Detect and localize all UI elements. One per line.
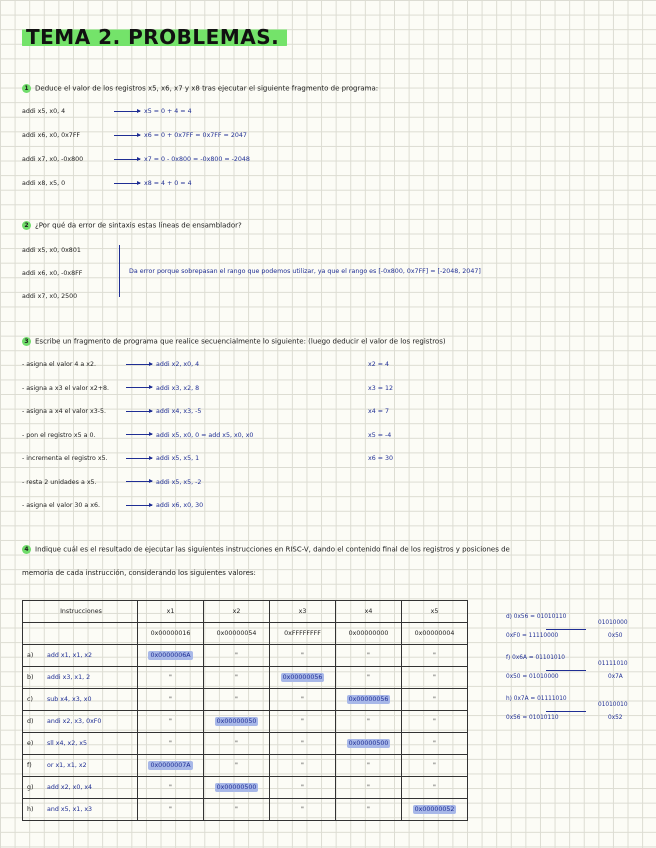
register-cell [270, 711, 336, 733]
task-line [22, 432, 253, 439]
task-text: - asigna a x4 el valor x3-5. [22, 408, 107, 415]
row-label: f) [27, 762, 32, 769]
unchanged-mark: " [235, 652, 238, 659]
arrow-icon [126, 481, 152, 482]
table-row [23, 667, 468, 689]
register-value: x4 = 7 [368, 408, 390, 415]
register-cell [336, 689, 402, 711]
unchanged-mark: " [235, 806, 238, 813]
code-text: addi x5, x5, -2 [156, 478, 202, 486]
register-cell [138, 667, 204, 689]
instruction-cell [23, 755, 138, 777]
answer-bracket [119, 245, 122, 297]
page-title: TEMA 2. PROBLEMAS. [22, 25, 287, 49]
arrow-icon [126, 387, 152, 388]
unchanged-mark: " [433, 674, 436, 681]
register-cell [336, 645, 402, 667]
unchanged-mark: " [169, 718, 172, 725]
code-text: addi x5, x0, 0 = add x5, x0, x0 [156, 431, 254, 439]
unchanged-mark: " [235, 674, 238, 681]
register-cell [270, 755, 336, 777]
new-register-value: 0x00000056 [348, 696, 389, 703]
row-label: c) [27, 696, 33, 703]
instruction-text: sll x4, x2, x5 [47, 740, 87, 747]
initial-values-row [23, 623, 468, 645]
unchanged-mark: " [235, 696, 238, 703]
question-number: 3 [22, 337, 31, 346]
side-note-underline [546, 670, 586, 671]
side-note-operand-b: 0x50 = 01010000 [506, 674, 559, 680]
task-line [22, 455, 199, 462]
question-3-prompt: Escribe un fragmento de programa que realice secuencialmente lo siguiente: (luego deducir el valor de los registros) [35, 337, 446, 346]
register-cell [336, 777, 402, 799]
unchanged-mark: " [433, 784, 436, 791]
unchanged-mark: " [169, 740, 172, 747]
new-register-value: 0x00000056 [282, 674, 323, 681]
question-number: 4 [22, 545, 31, 554]
row-label: d) [27, 718, 34, 725]
table-header-row [23, 601, 468, 623]
task-line [22, 479, 201, 486]
unchanged-mark: " [367, 674, 370, 681]
register-value: x2 = 4 [368, 361, 390, 368]
header-cell: x4 [336, 601, 402, 623]
unchanged-mark: " [169, 674, 172, 681]
unchanged-mark: " [301, 740, 304, 747]
unchanged-mark: " [433, 740, 436, 747]
instruction-text: add x2, x0, x4 [47, 784, 93, 791]
unchanged-mark: " [235, 762, 238, 769]
table-row [23, 755, 468, 777]
instruction-text: andi x2, x3, 0xF0 [47, 718, 102, 725]
register-cell [138, 733, 204, 755]
code-text: addi x3, x2, 8 [156, 384, 200, 392]
question-2-prompt: ¿Por qué da error de sintaxis estas líneas de ensamblador? [35, 221, 242, 230]
table-row [23, 711, 468, 733]
unchanged-mark: " [433, 652, 436, 659]
unchanged-mark: " [367, 762, 370, 769]
register-cell [336, 667, 402, 689]
question-1 [22, 84, 378, 93]
code-text: addi x7, x0, -0x800 [22, 156, 84, 163]
register-cell [204, 711, 270, 733]
instruction-text: sub x4, x3, x0 [47, 696, 92, 703]
unchanged-mark: " [301, 696, 304, 703]
unchanged-mark: " [367, 718, 370, 725]
unchanged-mark: " [367, 652, 370, 659]
result-text: x6 = 0 + 0x7FF = 0x7FF = 2047 [144, 132, 247, 139]
unchanged-mark: " [301, 762, 304, 769]
new-register-value: 0x00000500 [216, 784, 257, 791]
side-note-result-hex: 0x50 [608, 633, 623, 639]
unchanged-mark: " [301, 652, 304, 659]
side-note-operand-a: f) 0x6A = 01101010 [506, 655, 565, 661]
arrow-icon [126, 505, 152, 506]
register-cell [402, 689, 468, 711]
question-4-line2: memoria de cada instrucción, considerando los siguientes valores: [22, 569, 256, 577]
register-cell [402, 667, 468, 689]
header-cell: x3 [270, 601, 336, 623]
table-row [23, 733, 468, 755]
new-register-value: 0x00000052 [414, 806, 455, 813]
code-text: addi x5, x5, 1 [156, 455, 200, 462]
register-cell [270, 733, 336, 755]
side-note-result-hex: 0x7A [608, 674, 623, 680]
table-row [23, 777, 468, 799]
row-label: g) [27, 784, 34, 791]
instruction-text: or x1, x1, x2 [47, 762, 87, 769]
initial-value-cell: 0x00000016 [138, 623, 204, 645]
initial-value-cell: 0x00000000 [336, 623, 402, 645]
unchanged-mark: " [301, 806, 304, 813]
unchanged-mark: " [169, 696, 172, 703]
code-text: addi x6, x0, 0x7FF [22, 132, 81, 139]
initial-value-cell [23, 623, 138, 645]
register-cell [204, 755, 270, 777]
unchanged-mark: " [301, 718, 304, 725]
side-note-underline [546, 711, 586, 712]
register-cell [402, 755, 468, 777]
side-note-result-binary: 01010010 [598, 702, 628, 708]
register-cell [336, 799, 402, 821]
task-text: - asigna el valor 30 a x6. [22, 502, 101, 509]
register-cell [204, 799, 270, 821]
register-cell [138, 689, 204, 711]
task-text: - incrementa el registro x5. [22, 455, 108, 462]
unchanged-mark: " [433, 696, 436, 703]
question-2-answer: Da error porque sobrepasan el rango que podemos utilizar, ya que el rango es [-0x800, 0x7FF] = [-2048, 2047] [129, 268, 481, 275]
register-cell [204, 645, 270, 667]
unchanged-mark: " [367, 784, 370, 791]
side-note-underline [546, 629, 586, 630]
register-cell [270, 799, 336, 821]
row-label: b) [27, 674, 34, 681]
unchanged-mark: " [169, 784, 172, 791]
unchanged-mark: " [301, 784, 304, 791]
table-row [23, 799, 468, 821]
header-cell: Instrucciones [23, 601, 138, 623]
question-4 [22, 545, 510, 554]
arrow-icon [114, 111, 140, 112]
register-value: x3 = 12 [368, 384, 394, 392]
code-line: addi x7, x0, 2500 [22, 293, 78, 300]
arrow-icon [114, 135, 140, 136]
instruction-text: and x5, x1, x3 [47, 806, 93, 813]
header-cell: x5 [402, 601, 468, 623]
question-4-prompt-line1: Indique cuál es el resultado de ejecutar las siguientes instrucciones en RISC-V, dando el contenido final de los registros y posiciones de [35, 545, 510, 554]
code-text: addi x6, x0, 30 [156, 502, 204, 509]
result-text: x7 = 0 - 0x800 = -0x800 = -2048 [144, 156, 250, 163]
task-line [22, 385, 199, 392]
side-note-operand-a: h) 0x7A = 01111010 [506, 696, 567, 702]
table-row [23, 689, 468, 711]
register-value: x6 = 30 [368, 455, 394, 462]
instruction-cell [23, 689, 138, 711]
unchanged-mark: " [433, 718, 436, 725]
arrow-icon [114, 183, 140, 184]
side-note-result-binary: 01010000 [598, 620, 628, 626]
register-cell [336, 711, 402, 733]
result-text: x8 = 4 + 0 = 4 [144, 180, 192, 187]
register-cell [270, 645, 336, 667]
task-text: - pon el registro x5 a 0. [22, 431, 96, 439]
arrow-icon [126, 458, 152, 459]
instruction-cell [23, 645, 138, 667]
side-note-result-binary: 01111010 [598, 661, 628, 667]
unchanged-mark: " [169, 806, 172, 813]
code-line [22, 108, 192, 115]
side-note-operand-b: 0xF0 = 11110000 [506, 633, 559, 639]
register-cell [270, 689, 336, 711]
instruction-cell [23, 667, 138, 689]
header-cell: x2 [204, 601, 270, 623]
new-register-value: 0x0000007A [150, 762, 191, 769]
register-cell [204, 733, 270, 755]
task-text: - asigna el valor 4 a x2. [22, 361, 97, 368]
register-cell [138, 711, 204, 733]
instruction-cell [23, 777, 138, 799]
result-text: x5 = 0 + 4 = 4 [144, 108, 192, 115]
instruction-text: add x1, x1, x2 [47, 652, 93, 659]
code-text: addi x8, x5, 0 [22, 180, 66, 187]
register-cell [402, 799, 468, 821]
question-2 [22, 221, 242, 230]
task-text: - resta 2 unidades a x5. [22, 478, 97, 486]
register-cell [270, 667, 336, 689]
new-register-value: 0x0000006A [150, 652, 191, 659]
side-note-operand-a: d) 0x56 = 01010110 [506, 614, 567, 620]
register-cell [402, 645, 468, 667]
side-note-operand-b: 0x56 = 01010110 [506, 715, 559, 721]
code-line: addi x5, x0, 0x801 [22, 247, 81, 254]
register-cell [402, 733, 468, 755]
row-label: a) [27, 652, 34, 659]
instruction-cell [23, 711, 138, 733]
question-1-prompt: Deduce el valor de los registros x5, x6, x7 y x8 tras ejecutar el siguiente fragmento de programa: [35, 84, 379, 93]
new-register-value: 0x00000050 [216, 718, 257, 725]
header-cell: x1 [138, 601, 204, 623]
new-register-value: 0x00000500 [348, 740, 389, 747]
register-cell [138, 799, 204, 821]
arrow-icon [126, 364, 152, 365]
code-line: addi x6, x0, -0x8FF [22, 270, 83, 277]
task-line [22, 502, 203, 509]
register-cell [402, 777, 468, 799]
register-cell [204, 777, 270, 799]
question-3 [22, 337, 446, 346]
task-line [22, 361, 199, 368]
task-line [22, 408, 201, 415]
instruction-text: addi x3, x1, 2 [47, 674, 91, 681]
unchanged-mark: " [235, 740, 238, 747]
code-text: addi x5, x0, 4 [22, 108, 66, 115]
register-cell [204, 689, 270, 711]
code-line [22, 180, 192, 187]
register-cell [204, 667, 270, 689]
row-label: h) [27, 806, 34, 813]
register-cell [138, 755, 204, 777]
arrow-icon [126, 411, 152, 412]
task-text: - asigna a x3 el valor x2+8. [22, 384, 110, 392]
initial-value-cell: 0x00000054 [204, 623, 270, 645]
code-line [22, 132, 247, 139]
arrow-icon [126, 434, 152, 435]
register-value: x5 = -4 [368, 431, 392, 439]
arrow-icon [114, 159, 140, 160]
register-cell [336, 755, 402, 777]
register-cell [336, 733, 402, 755]
register-cell [138, 777, 204, 799]
register-table [22, 600, 468, 821]
side-note-result-hex: 0x52 [608, 715, 623, 721]
code-text: addi x4, x3, -5 [156, 408, 202, 415]
unchanged-mark: " [433, 762, 436, 769]
initial-value-cell: 0xFFFFFFFF [270, 623, 336, 645]
instruction-cell [23, 733, 138, 755]
row-label: e) [27, 740, 34, 747]
table-row [23, 645, 468, 667]
register-cell [402, 711, 468, 733]
initial-value-cell: 0x00000004 [402, 623, 468, 645]
question-number: 2 [22, 221, 31, 230]
unchanged-mark: " [367, 806, 370, 813]
code-line [22, 156, 250, 163]
register-cell [270, 777, 336, 799]
instruction-cell [23, 799, 138, 821]
code-text: addi x2, x0, 4 [156, 361, 200, 368]
register-cell [138, 645, 204, 667]
question-number: 1 [22, 84, 31, 93]
